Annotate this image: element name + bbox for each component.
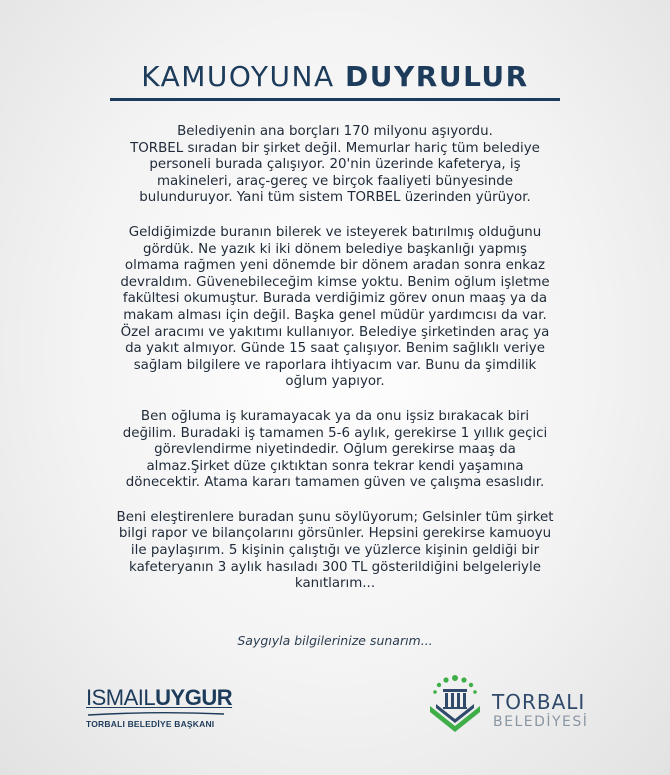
text-line: almaz.Şirket düze çıktıktan sonra tekrar kendi yaşamına: [146, 458, 524, 474]
text-line: Beni eleştirenlere buradan şunu söylüyorum; Gelsinler tüm şirket: [116, 509, 554, 525]
text-line: Ben oğluma iş kuramayacak ya da onu işsiz bırakacak biri: [140, 408, 530, 424]
logo-subtitle: BELEDİYESİ: [493, 714, 589, 730]
text-line: personeli burada çalışıyor. 20'nin üzerinde kafeterya, iş: [149, 157, 521, 173]
text-line: değilim. Buradaki iş tamamen 5-6 aylık, gerekirse 1 yıllık geçici: [122, 425, 548, 441]
text-line: TORBEL sıradan bir şirket değil. Memurlar hariç tüm belediye: [130, 140, 540, 156]
paragraph-1: [70, 124, 600, 207]
title-part-bold: DUYRULUR: [345, 60, 529, 93]
signature-first-name: ISMAIL: [86, 685, 156, 710]
closing-line: Saygıyla bilgilerinize sunarım...: [237, 633, 433, 648]
text-line: bulunduruyor. Yani tüm sistem TORBEL üzerinden yürüyor.: [139, 190, 531, 206]
text-line: Geldiğimizde buranın bilerek ve isteyerek batırılmış olduğunu: [128, 224, 542, 240]
municipality-logo: [424, 672, 594, 736]
text-line: görevlendirme niyetindedir. Oğlum gerekirse maaş da: [154, 442, 516, 458]
torbali-emblem-icon: [424, 672, 486, 736]
text-line: makam alması için değil. Başka genel müdür yardımcısı da var.: [123, 307, 547, 323]
text-line: dönecektir. Atama kararı tamamen güven ve çalışma esaslıdır.: [125, 475, 545, 491]
signature-role: TORBALI BELEDİYE BAŞKANI: [86, 719, 215, 729]
signature-swoosh-icon: [86, 711, 226, 717]
text-line: devraldım. Güvenebileceğim kimse yoktu. Benim oğlum işletme: [120, 274, 550, 290]
title-underline: [110, 98, 560, 101]
text-line: Özel aracımı ve yakıtımı kullanıyor. Belediye şirketinden araç ya: [120, 324, 550, 340]
text-line: gördük. Ne yazık ki iki dönem belediye başkanlığı yapmış: [142, 241, 528, 257]
text-line: fakültesi okumuştur. Burada verdiğimiz görev onun maaş ya da: [122, 291, 548, 307]
text-line: makineleri, araç-gereç ve birçok faaliyeti bünyesinde: [157, 173, 513, 189]
text-line: da yakıt almıyor. Günde 15 saat çalışıyor. Benim sağlıklı veriye: [125, 341, 545, 357]
announcement-title: [0, 60, 670, 93]
text-line: ile paylaşırım. 5 kişinin çalıştığı ve yüzlerce kişinin geldiği bir: [130, 543, 540, 559]
text-line: kanıtlarım...: [294, 576, 376, 592]
signature-last-name: UYGUR: [155, 685, 233, 710]
text-line: sağlam bilgilere ve raporlara ihtiyacım var. Bunu da şimdilik: [133, 357, 537, 373]
text-line: bilgi rapor ve bilançolarını görsünler. Hepsini gerekirse kamuoyu: [118, 526, 552, 542]
paragraph-3: [70, 409, 600, 492]
signature-block: [86, 686, 231, 729]
paragraph-2: [70, 225, 600, 391]
signature-name: [86, 686, 231, 710]
logo-name: TORBALI: [492, 690, 586, 714]
announcement-body: [70, 124, 600, 611]
text-line: oğlum yapıyor.: [285, 374, 385, 390]
text-line: kafeteryanın 3 aylık hasıladı 300 TL gösterildiğini belgeleriyle: [129, 559, 541, 575]
text-line: Belediyenin ana borçları 170 milyonu aşıyordu.: [177, 124, 493, 139]
title-part-regular: KAMUOYUNA: [141, 60, 346, 93]
paragraph-4: [70, 510, 600, 593]
text-line: olmama rağmen yeni dönemde bir dönem aradan sonra enkaz: [124, 258, 546, 274]
